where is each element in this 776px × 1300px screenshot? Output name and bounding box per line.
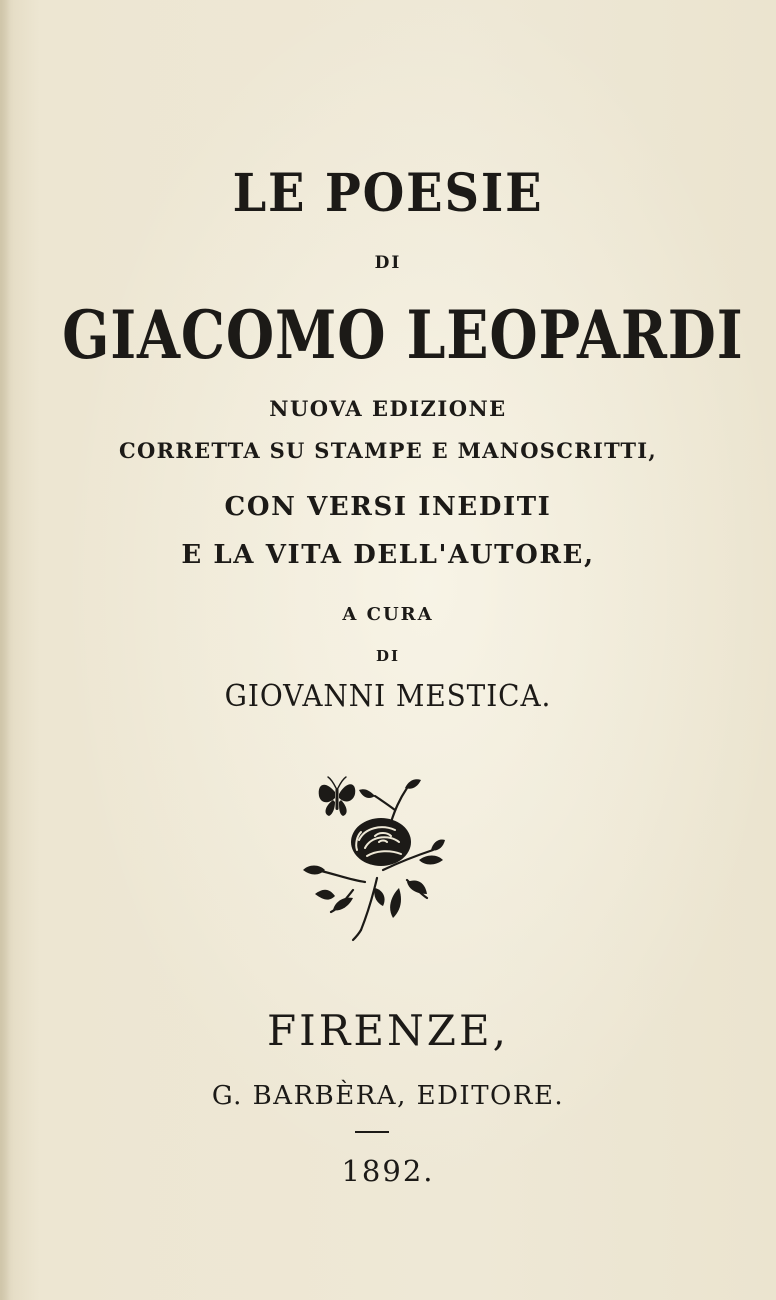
city-name: FIRENZE, bbox=[267, 1006, 509, 1055]
edition-line-3: CON VERSI INEDITI bbox=[224, 492, 552, 522]
editor-name: GIOVANNI MESTICA. bbox=[224, 679, 552, 714]
book-title: LE POESIE bbox=[232, 163, 544, 224]
di-connector-2: DI bbox=[375, 647, 401, 665]
author-name: GIACOMO LEOPARDI bbox=[62, 296, 744, 374]
publication-year: 1892. bbox=[341, 1154, 435, 1188]
edition-line-4: E LA VITA DELL'AUTORE, bbox=[181, 540, 595, 570]
di-connector-1: DI bbox=[374, 253, 402, 273]
a-cura: A CURA bbox=[342, 604, 434, 625]
edition-line-1: NUOVA EDIZIONE bbox=[269, 396, 507, 421]
rose-ornament-icon bbox=[295, 770, 455, 942]
edition-line-2: CORRETTA SU STAMPE E MANOSCRITTI, bbox=[119, 438, 657, 463]
publisher-name: G. BARBÈRA, EDITORE. bbox=[211, 1081, 565, 1111]
short-rule-divider bbox=[355, 1131, 389, 1133]
